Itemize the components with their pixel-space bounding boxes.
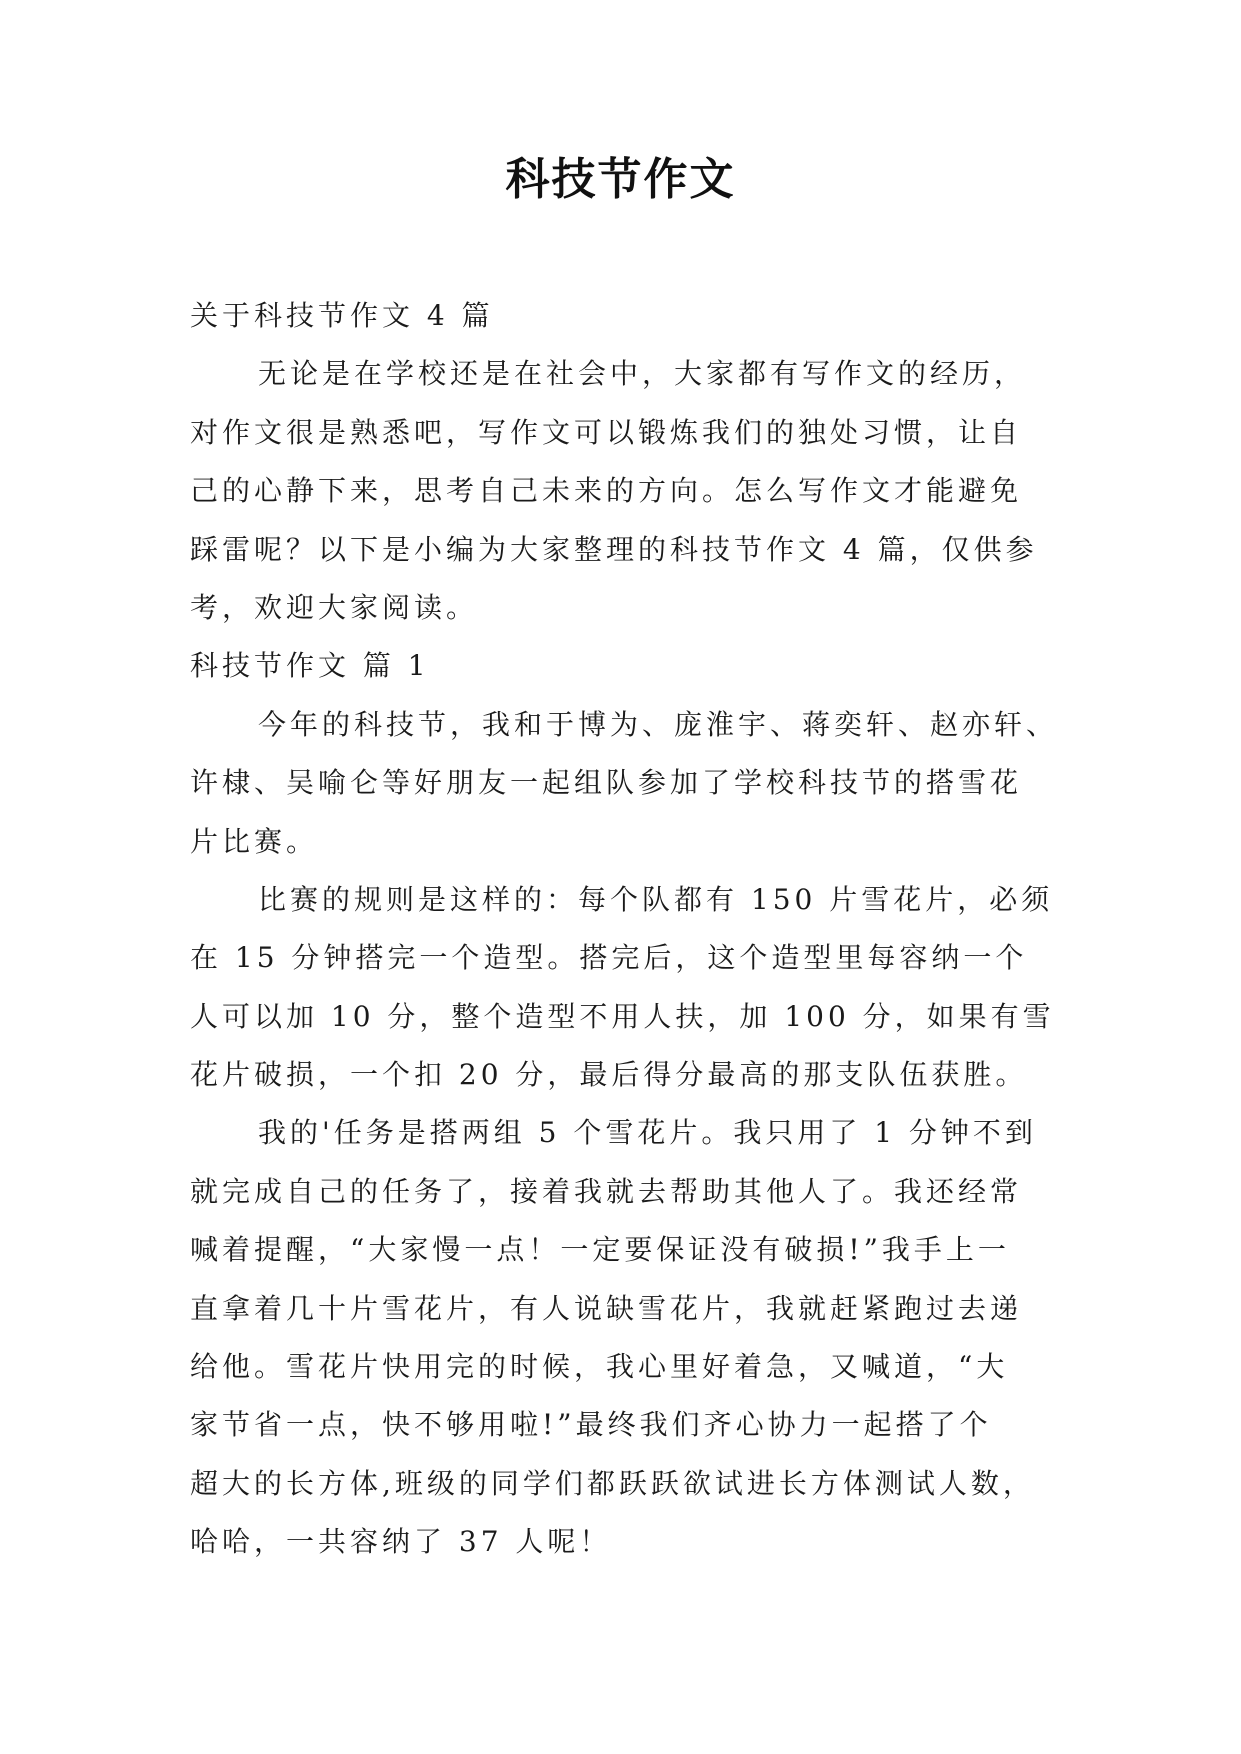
paragraph-line: 给他。雪花片快用完的时候，我心里好着急，又喊道，“大	[190, 1350, 1009, 1384]
paragraph-line: 家节省一点，快不够用啦!”最终我们齐心协力一起搭了个	[190, 1408, 992, 1442]
paragraph-line: 超大的长方体,班级的同学们都跃跃欲试进长方体测试人数，	[190, 1466, 1035, 1500]
paragraph-2	[190, 871, 1055, 1105]
paragraph-1	[190, 696, 1059, 871]
paragraph-line: 哈哈，一共容纳了 37 人呢！	[190, 1525, 612, 1559]
paragraph-line: 比赛的规则是这样的：每个队都有 150 片雪花片，必须	[258, 882, 1054, 916]
paragraph-line: 片比赛。	[190, 824, 319, 858]
paragraph-line: 花片破损，一个扣 20 分，最后得分最高的那支队伍获胜。	[190, 1058, 1028, 1092]
document-subtitle: 关于科技节作文 4 篇	[190, 299, 494, 332]
paragraph-line: 直拿着几十片雪花片，有人说缺雪花片，我就赶紧跑过去递	[190, 1291, 1023, 1325]
paragraph-line: 无论是在学校还是在社会中，大家都有写作文的经历，	[258, 357, 1027, 391]
paragraph-line: 己的心静下来，思考自己未来的方向。怎么写作文才能避免	[190, 474, 1023, 508]
paragraph-line: 在 15 分钟搭完一个造型。搭完后，这个造型里每容纳一个	[190, 941, 1028, 975]
paragraph-line: 人可以加 10 分，整个造型不用人扶，加 100 分，如果有雪	[190, 999, 1055, 1033]
paragraph-line: 许棣、吴喻仑等好朋友一起组队参加了学校科技节的搭雪花	[190, 766, 1023, 800]
intro-paragraph	[190, 345, 1055, 637]
paragraph-line: 我的'任务是搭两组 5 个雪花片。我只用了 1 分钟不到	[258, 1116, 1037, 1150]
paragraph-line: 今年的科技节，我和于博为、庞淮宇、蒋奕轩、赵亦轩、	[258, 707, 1059, 741]
section-heading: 科技节作文 篇 1	[190, 649, 430, 683]
paragraph-line: 考，欢迎大家阅读。	[190, 590, 479, 624]
paragraph-3	[190, 1104, 1055, 1571]
paragraph-line: 踩雷呢？以下是小编为大家整理的科技节作文 4 篇，仅供参	[190, 532, 1038, 566]
document-body	[190, 287, 1059, 1572]
paragraph-line: 喊着提醒，“大家慢一点！一定要保证没有破损!”我手上一	[190, 1233, 1010, 1267]
document-title: 科技节作文	[505, 154, 736, 205]
paragraph-line: 对作文很是熟悉吧，写作文可以锻炼我们的独处习惯，让自	[190, 415, 1023, 449]
paragraph-line: 就完成自己的任务了，接着我就去帮助其他人了。我还经常	[190, 1174, 1023, 1208]
